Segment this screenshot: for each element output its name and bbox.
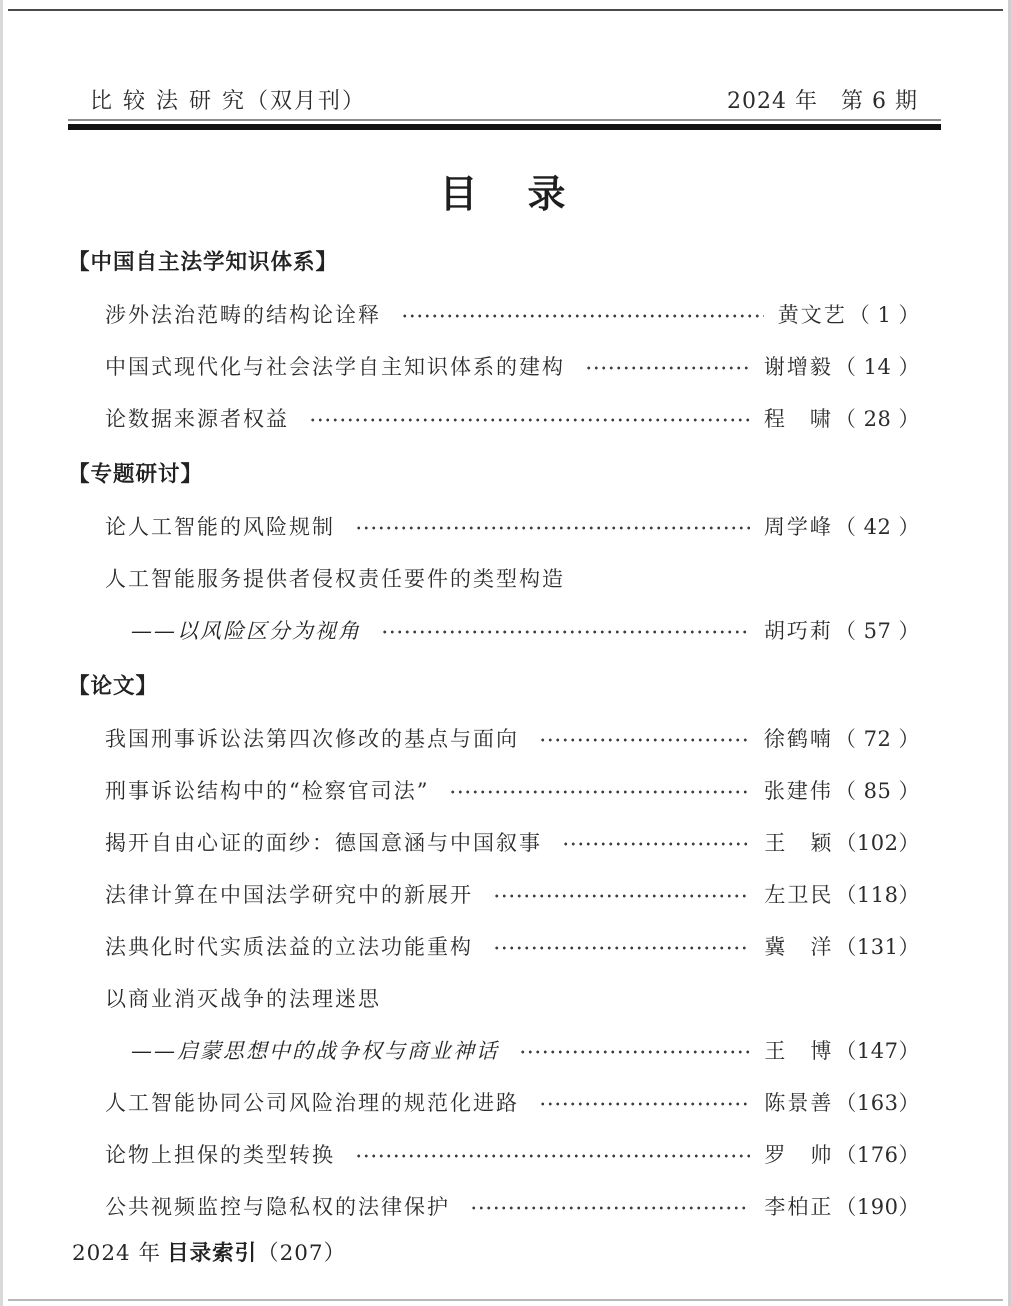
page-title: 目 录 [439,172,572,216]
entry-author: 冀 洋 [764,935,834,959]
entry-page-number: （163） [835,1091,920,1115]
entry-title: 法典化时代实质法益的立法功能重构 [105,935,473,959]
entry-page-number: （190） [835,1195,920,1219]
dot-leader [493,893,750,899]
entry-author: 程 啸 [763,407,833,431]
entry-page-number: （ 85 ） [834,779,920,803]
section-heading: 【论文】 [68,673,159,699]
entry-title: 揭开自由心证的面纱：德国意涵与中国叙事 [105,831,542,855]
dot-leader [562,841,750,847]
toc-entry [68,764,920,816]
entry-page-number: （118） [835,883,920,907]
entry-title: 法律计算在中国法学研究中的新展开 [105,883,473,907]
entry-author: 罗 帅 [764,1143,834,1167]
toc-entry-subtitle-row [68,1024,920,1076]
entry-author: 李柏正 [764,1195,834,1219]
entry-author: 左卫民 [764,883,834,907]
toc-entry [68,868,920,920]
entry-title: 论数据来源者权益 [105,407,289,431]
entry-page-number: （102） [835,831,920,855]
entry-page-number: （ 72 ） [834,727,920,751]
dot-leader [539,737,750,743]
entry-title: 公共视频监控与隐私权的法律保护 [105,1195,450,1219]
issue-label: 2024 年 第 6 期 [727,89,918,114]
page-footer [72,1236,346,1267]
section-heading: 【中国自主法学知识体系】 [68,249,339,275]
entry-author: 王 颖 [764,831,834,855]
toc-entry-subtitle-row [68,604,920,656]
entry-title: 我国刑事诉讼法第四次修改的基点与面向 [105,727,519,751]
dot-leader [539,1101,750,1107]
entry-author: 周学峰 [763,515,833,539]
entry-title: 论物上担保的类型转换 [105,1143,335,1167]
page-edge-bottom [8,1299,1003,1301]
entry-author: 王 博 [764,1039,834,1063]
page-edge-top [8,9,1003,11]
toc-entry [68,816,920,868]
toc-entry-title-row [68,552,920,604]
dot-leader [470,1205,750,1211]
entry-author: 徐鹤喃 [763,727,833,751]
toc-entry [68,340,920,392]
entry-subtitle: ——启蒙思想中的战争权与商业神话 [131,1039,499,1063]
dot-leader [355,525,750,531]
entry-page-number: （ 42 ） [834,515,920,539]
entry-title: 论人工智能的风险规制 [105,515,335,539]
toc-entry [68,288,920,340]
toc-entry [68,392,920,444]
dot-leader [355,1153,750,1159]
entry-page-number: （176） [835,1143,920,1167]
section-heading: 【专题研讨】 [68,461,204,487]
entry-page-number: （ 57 ） [834,619,920,643]
entry-title: 以商业消灭战争的法理迷思 [105,987,381,1011]
footer-index-label: 目录索引 [167,1241,258,1266]
dot-leader [585,365,750,371]
entry-title: 刑事诉讼结构中的“检察官司法” [105,779,430,803]
toc-entry [68,1076,920,1128]
dot-leader [309,417,750,423]
toc-entry-title-row [68,972,920,1024]
toc-entry [68,712,920,764]
dot-leader [519,1049,750,1055]
entry-author: 谢增毅 [763,355,833,379]
toc-entry [68,1180,920,1232]
entry-title: 人工智能协同公司风险治理的规范化进路 [105,1091,519,1115]
entry-title: 涉外法治范畴的结构论诠释 [105,303,381,327]
footer-page-number: （207） [257,1241,347,1266]
dot-leader [449,789,749,795]
toc-entry [68,920,920,972]
journal-name: 比 较 法 研 究（双月刊） [90,89,366,114]
table-of-contents [68,232,920,1232]
entry-page-number: （ 1 ） [848,303,920,327]
footer-year: 2024 年 [72,1241,162,1266]
header-rule-thin [68,119,941,121]
header-rule-thick [68,124,941,130]
dot-leader [381,629,750,635]
entry-subtitle: ——以风险区分为视角 [131,619,361,643]
entry-author: 黄文艺 [777,303,847,327]
entry-title: 人工智能服务提供者侵权责任要件的类型构造 [105,567,565,591]
entry-title: 中国式现代化与社会法学自主知识体系的建构 [105,355,565,379]
entry-page-number: （ 28 ） [834,407,920,431]
page-header [90,84,918,115]
toc-entry [68,1128,920,1180]
entry-author: 陈景善 [764,1091,834,1115]
entry-page-number: （147） [835,1039,920,1063]
entry-page-number: （ 14 ） [834,355,920,379]
toc-entry [68,500,920,552]
entry-page-number: （131） [835,935,920,959]
entry-author: 胡巧莉 [763,619,833,643]
dot-leader [493,945,750,951]
entry-author: 张建伟 [763,779,833,803]
dot-leader [401,313,764,319]
